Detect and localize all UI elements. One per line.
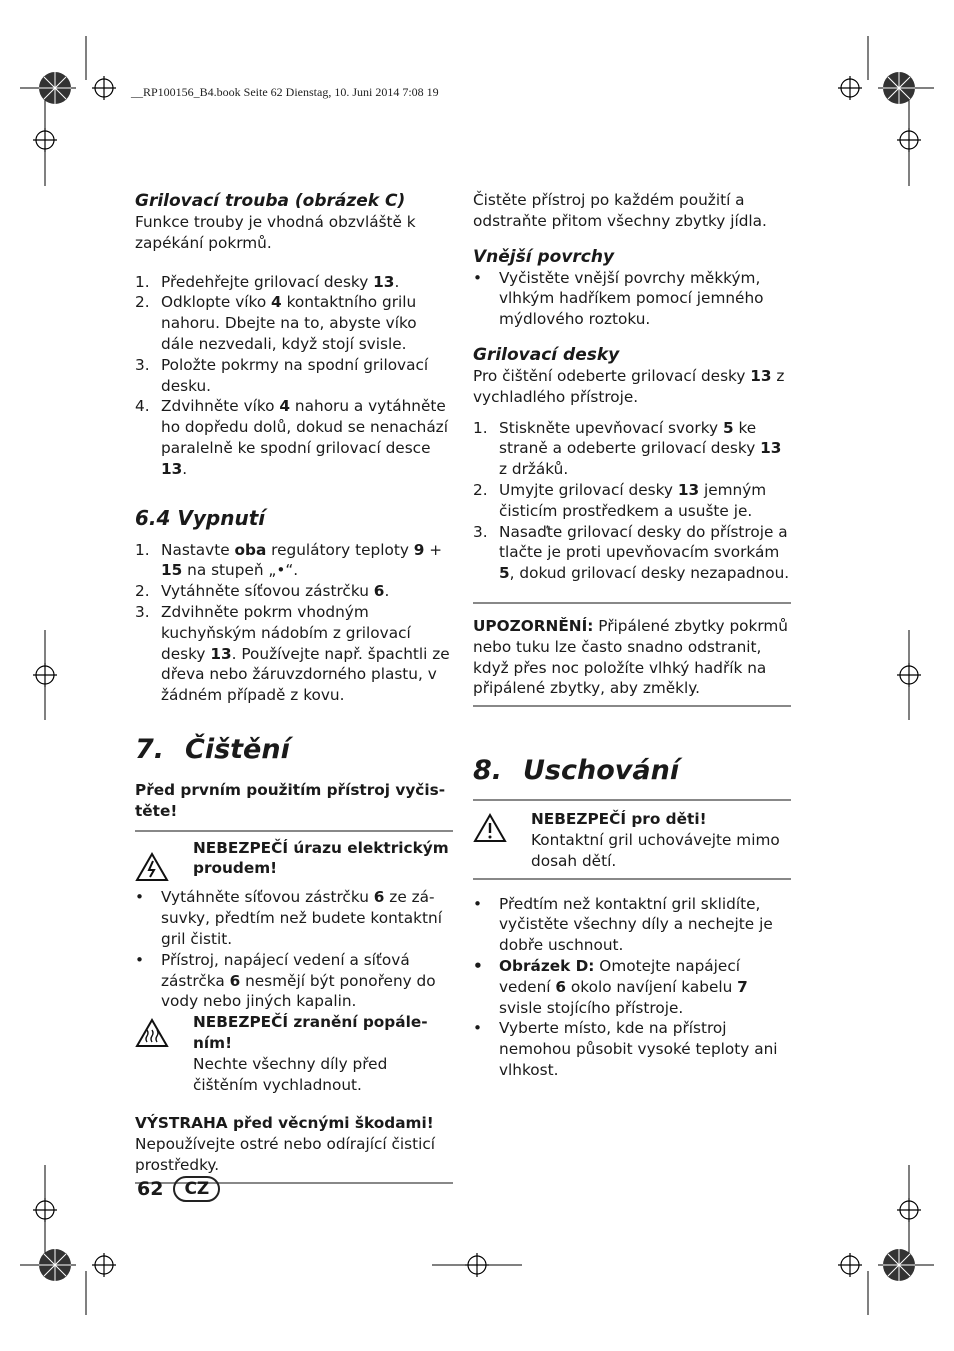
oven-intro: Funkce trouby je vhodná obzvláště k zapékání pokrmů.	[135, 213, 416, 252]
oven-heading: Grilovací trouba (obrázek C)	[135, 191, 406, 211]
children-danger-block	[473, 809, 791, 871]
outer-bullets	[473, 268, 791, 330]
danger-electric-heading: NEBEZPEČÍ úrazu elektrickým proudem!	[193, 838, 449, 878]
list-item: 4. Zdvihněte víko 4 nahoru a vytáhněte ho dopředu dolů, dokud se nenachází paralelně ke spodní grilovací desce 13.	[135, 397, 448, 478]
plates-intro: Pro čištění odeberte grilovací desky 13 z vychladlého přístroje.	[473, 366, 785, 406]
off-steps	[135, 540, 453, 706]
hot-surface-icon	[135, 1012, 193, 1095]
list-item: 3. Zdvihněte pokrm vhodným kuchyňským nádobím z grilovací desky 13. Používejte např. špachtli ze dřeva nebo žáruvzdorného plastu, v žádném případě z kovu.	[135, 602, 450, 705]
plates-heading: Grilovací desky	[473, 344, 620, 365]
list-item: 2. Vytáhněte síťovou zástrčku 6.	[135, 582, 390, 601]
burn-danger-block	[135, 1012, 453, 1095]
list-item: 3. Nasaďte grilovací desky do přístroje a tlačte je proti upevňovacím svorkám 5, dokud grilovací desky nezapadnou.	[473, 522, 790, 583]
list-item: 3. Položte pokrmy na spodní grilovací desku.	[135, 355, 429, 395]
warning-triangle-icon	[473, 809, 531, 871]
plates-steps	[473, 418, 791, 584]
print-header: __RP100156_B4.book Seite 62 Dienstag, 10. Juni 2014 7:08 19	[131, 85, 439, 99]
page-number: 62	[137, 1177, 164, 1200]
right-column	[473, 190, 791, 1081]
oven-steps	[135, 272, 453, 480]
danger-children-heading: NEBEZPEČÍ pro děti!	[531, 810, 707, 829]
electric-danger-block	[135, 838, 453, 888]
outer-heading: Vnější povrchy	[473, 246, 615, 267]
list-item: • Předtím než kontaktní gril sklidíte, vyčistěte všechny díly a nechejte je dobře uschnout.	[473, 894, 773, 955]
danger-burn-heading: NEBEZPEČÍ zranění popálením!	[193, 1013, 428, 1052]
list-item: 2. Odklopte víko 4 kontaktního grilu nahoru. Dbejte na to, abyste víko dále nezvedali, když stojí svisle.	[135, 293, 417, 353]
list-item: • Vyberte místo, kde na přístroj nemohou působit vysoké teploty ani vlhkost.	[473, 1019, 778, 1079]
list-item: 1. Předehřejte grilovací desky 13.	[135, 272, 400, 291]
list-item: 1. Stiskněte upevňovací svorky 5 ke straně a odeberte grilovací desky 13 z držáků.	[473, 418, 782, 479]
language-badge: CZ	[173, 1176, 220, 1202]
notice-text: UPOZORNĚNÍ: Připálené zbytky pokrmů nebo tuku lze často snadno odstranit, když přes noc položíte vlhký hadřík na připálené zbytky, aby změkly.	[473, 616, 789, 698]
electric-warning-icon	[135, 838, 193, 888]
left-column	[135, 190, 453, 1184]
storage-bullets	[473, 894, 791, 1081]
burn-text: Nechte všechny díly před čištěním vychladnout.	[193, 1054, 388, 1094]
clean-first-notice: Před prvním použitím přístroj vyčistěte!	[135, 780, 446, 820]
list-item: • Přístroj, napájecí vedení a síťová zástrčka 6 nesmějí být ponořeny do vody nebo jiných kapalin.	[135, 950, 436, 1011]
warning-heading: VÝSTRAHA před věcnými škodami!	[135, 1114, 434, 1133]
electric-bullets	[135, 887, 453, 1012]
warning-text: Nepoužívejte ostré nebo odírající čisticí prostředky.	[135, 1135, 436, 1174]
list-item: 1. Nastavte oba regulátory teploty 9 + 15 na stupeň „•“.	[135, 540, 443, 580]
off-heading: 6.4 Vypnutí	[135, 505, 266, 530]
clean-intro: Čistěte přístroj po každém použití a odstraňte přitom všechny zbytky jídla.	[473, 191, 767, 230]
children-text: Kontaktní gril uchovávejte mimo dosah dětí.	[531, 830, 780, 870]
list-item: • Vytáhněte síťovou zástrčku 6 ze zásuvky, předtím než budete kontaktní gril čistit.	[135, 888, 442, 948]
page-footer	[137, 1176, 220, 1202]
list-item: • Vyčistěte vnější povrchy měkkým, vlhkým hadříkem pomocí jemného mýdlového roztoku.	[473, 268, 764, 329]
list-item: 2. Umyjte grilovací desky 13 jemným čisticím prostředkem a usušte je.	[473, 480, 767, 520]
storage-heading: 8. Uschování	[473, 755, 680, 787]
cleaning-heading: 7. Čištění	[135, 733, 290, 765]
list-item: • Obrázek D: Omotejte napájecí vedení 6 okolo navíjení kabelu 7 svisle stojícího přístroje.	[473, 956, 748, 1017]
